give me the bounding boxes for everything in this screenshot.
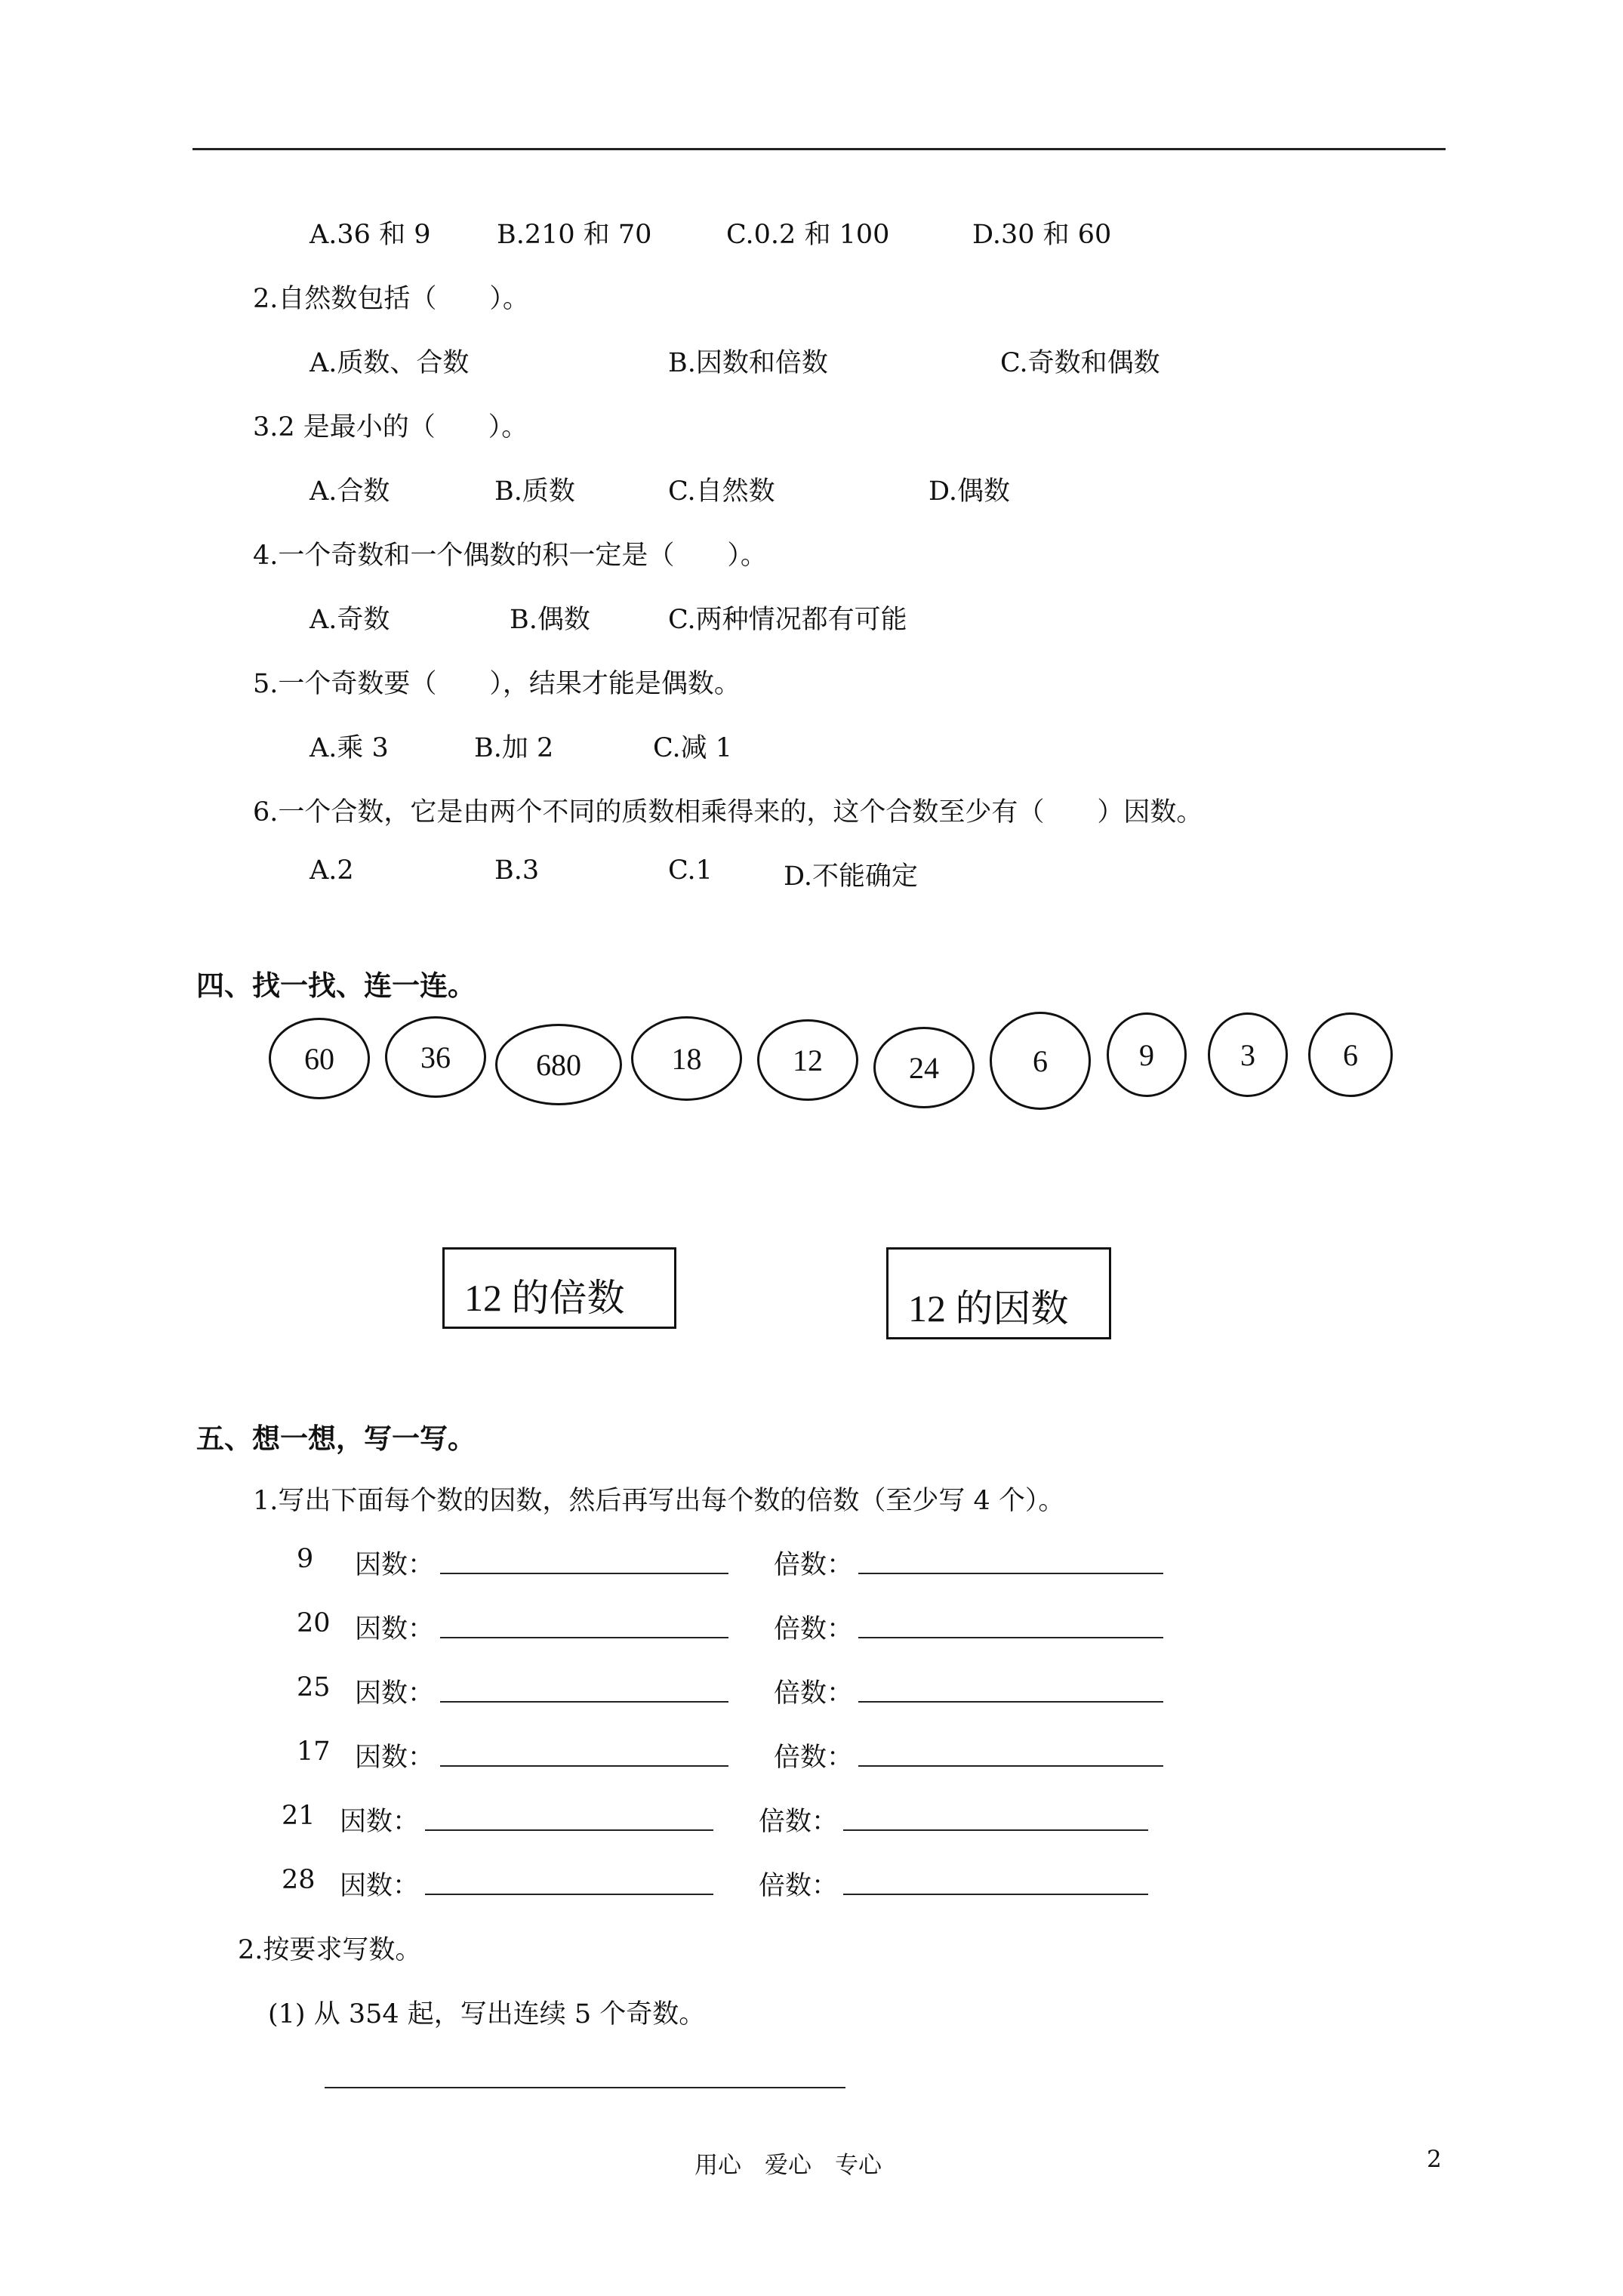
- sub1-answer-line[interactable]: [325, 2087, 845, 2088]
- q2-stem: 2.自然数包括（ ）。: [253, 284, 529, 314]
- q1-option-d: D.30 和 60: [972, 220, 1112, 250]
- q4-stem: 4.一个奇数和一个偶数的积一定是（ ）。: [253, 541, 767, 571]
- multiple-answer-line[interactable]: [843, 1894, 1148, 1895]
- number-circle[interactable]: 60: [269, 1018, 370, 1099]
- q2-stem: 2.按要求写数。: [238, 1935, 422, 1965]
- q6-option-d: D.不能确定: [784, 861, 918, 892]
- q6-option-a: A.2: [310, 855, 354, 886]
- multiple-answer-line[interactable]: [858, 1765, 1163, 1767]
- q4-option-b: B.偶数: [510, 605, 590, 635]
- number-circle[interactable]: 6: [1308, 1012, 1393, 1097]
- multiple-label: 倍数：: [774, 1614, 854, 1644]
- multiple-label: 倍数：: [759, 1871, 839, 1901]
- factor-answer-line[interactable]: [440, 1701, 728, 1703]
- q5-option-c: C.减 1: [653, 733, 733, 763]
- q2-option-b: B.因数和倍数: [668, 348, 828, 378]
- factor-answer-line[interactable]: [440, 1573, 728, 1574]
- row-number: 25: [297, 1672, 331, 1703]
- multiples-of-12-box[interactable]: 12 的倍数: [442, 1247, 676, 1329]
- header-rule: [192, 148, 1446, 150]
- factor-label: 因数：: [340, 1871, 420, 1901]
- q6-option-c: C.1: [668, 855, 713, 886]
- factor-label: 因数：: [355, 1743, 435, 1773]
- q5-option-a: A.乘 3: [310, 733, 389, 763]
- section5-title: 五、想一想，写一写。: [196, 1422, 476, 1455]
- row-number: 17: [297, 1737, 331, 1767]
- q1-option-b: B.210 和 70: [497, 220, 652, 250]
- multiple-label: 倍数：: [774, 1678, 854, 1709]
- factor-label: 因数：: [340, 1807, 420, 1837]
- row-number: 28: [282, 1865, 316, 1895]
- q2-option-a: A.质数、合数: [310, 348, 470, 378]
- multiple-label: 倍数：: [774, 1550, 854, 1580]
- factor-label: 因数：: [355, 1678, 435, 1709]
- q1-option-c: C.0.2 和 100: [726, 220, 890, 250]
- multiple-answer-line[interactable]: [858, 1573, 1163, 1574]
- number-circle[interactable]: 6: [990, 1012, 1091, 1110]
- row-number: 9: [297, 1544, 314, 1574]
- row-number: 20: [297, 1608, 331, 1638]
- q2-option-c: C.奇数和偶数: [1000, 348, 1160, 378]
- q4-option-a: A.奇数: [310, 605, 390, 635]
- number-circle[interactable]: 680: [495, 1024, 622, 1105]
- q2-sub1: (1) 从 354 起，写出连续 5 个奇数。: [268, 1999, 706, 2029]
- q3-option-b: B.质数: [494, 476, 575, 507]
- number-circle[interactable]: 3: [1208, 1012, 1288, 1097]
- q5-option-b: B.加 2: [474, 733, 554, 763]
- factor-answer-line[interactable]: [425, 1894, 713, 1895]
- number-circle[interactable]: 24: [873, 1027, 975, 1108]
- q3-option-d: D.偶数: [929, 476, 1010, 507]
- factor-answer-line[interactable]: [425, 1829, 713, 1831]
- factor-answer-line[interactable]: [440, 1765, 728, 1767]
- number-circle[interactable]: 9: [1107, 1012, 1187, 1097]
- q4-option-c: C.两种情况都有可能: [668, 605, 907, 635]
- q5-stem: 5.一个奇数要（ ），结果才能是偶数。: [253, 669, 741, 699]
- q1-option-a: A.36 和 9: [310, 220, 431, 250]
- q6-option-b: B.3: [494, 855, 540, 886]
- factor-label: 因数：: [355, 1550, 435, 1580]
- multiple-answer-line[interactable]: [843, 1829, 1148, 1831]
- q3-option-a: A.合数: [310, 476, 390, 507]
- q6-stem: 6.一个合数，它是由两个不同的质数相乘得来的，这个合数至少有（ ）因数。: [253, 797, 1203, 827]
- number-circle[interactable]: 18: [631, 1016, 742, 1101]
- number-circle[interactable]: 12: [757, 1019, 858, 1101]
- factor-label: 因数：: [355, 1614, 435, 1644]
- q3-option-c: C.自然数: [668, 476, 775, 507]
- multiple-answer-line[interactable]: [858, 1637, 1163, 1638]
- section4-title: 四、找一找、连一连。: [196, 969, 476, 1002]
- footer-motto: 用心 爱心 专心: [694, 2152, 882, 2179]
- factors-of-12-box[interactable]: 12 的因数: [886, 1247, 1111, 1339]
- q3-stem: 3.2 是最小的（ ）。: [253, 412, 528, 442]
- factor-answer-line[interactable]: [440, 1637, 728, 1638]
- row-number: 21: [282, 1801, 316, 1831]
- q1-stem: 1.写出下面每个数的因数，然后再写出每个数的倍数（至少写 4 个）。: [253, 1486, 1065, 1516]
- page-number: 2: [1427, 2146, 1442, 2173]
- multiple-label: 倍数：: [759, 1807, 839, 1837]
- number-circle[interactable]: 36: [385, 1016, 486, 1098]
- multiple-label: 倍数：: [774, 1743, 854, 1773]
- multiple-answer-line[interactable]: [858, 1701, 1163, 1703]
